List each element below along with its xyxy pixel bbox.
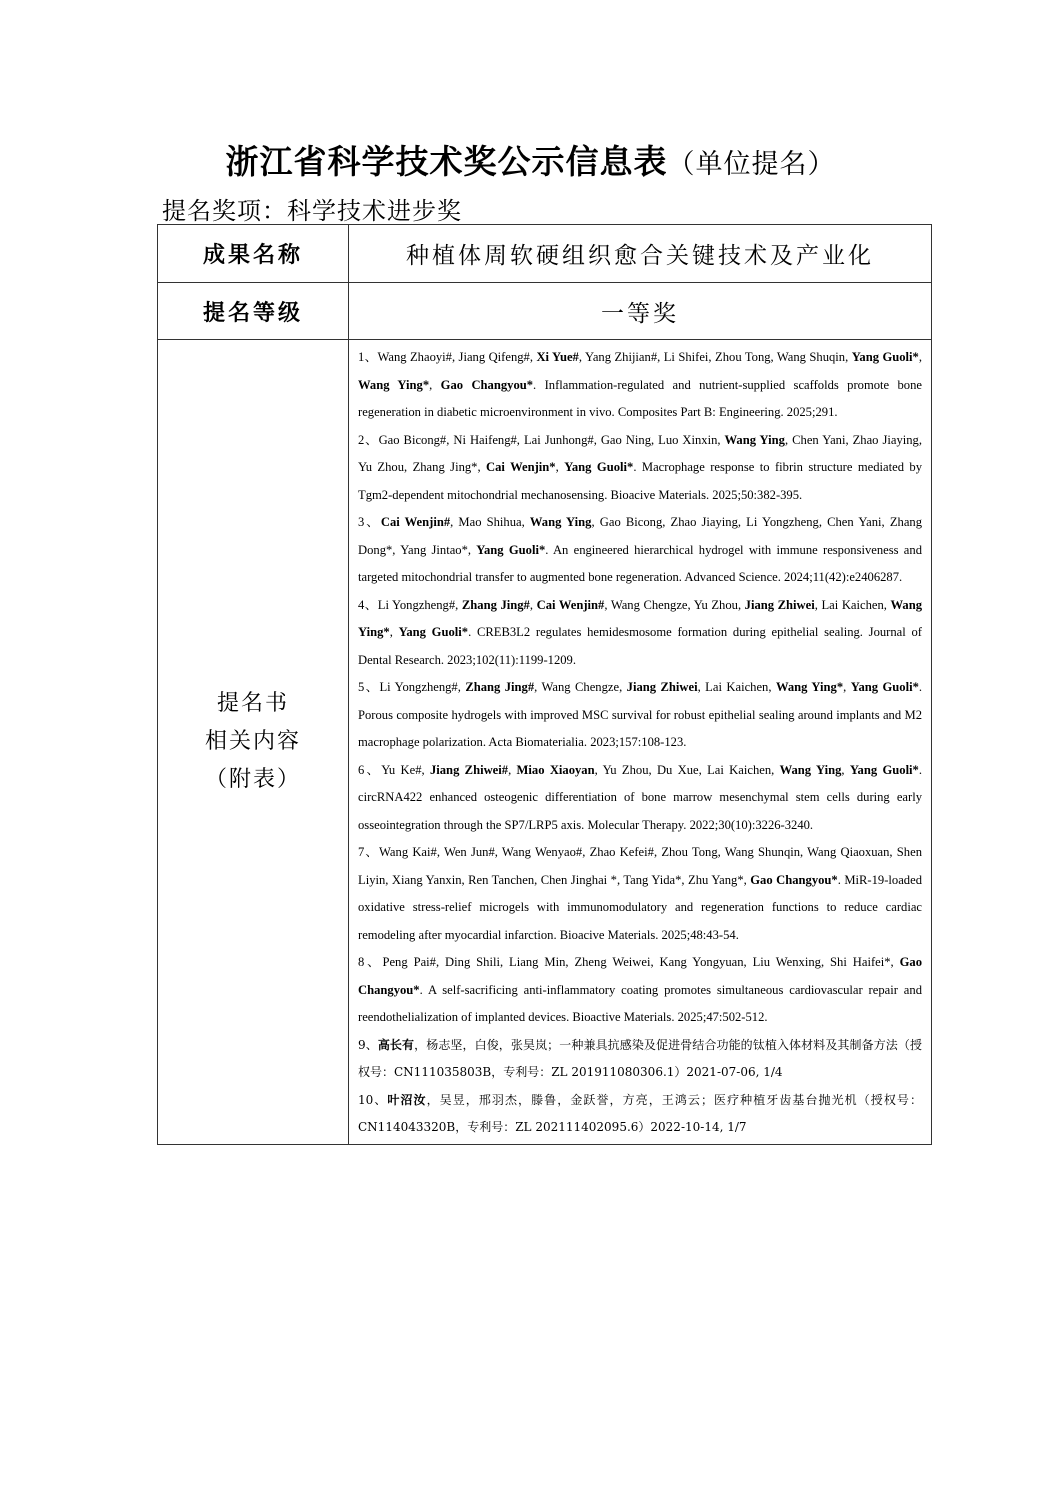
reference-text: , Mao Shihua, bbox=[450, 515, 530, 529]
reference-item bbox=[358, 757, 922, 840]
reference-text: , Wang Chengze, Yu Zhou, bbox=[604, 597, 745, 612]
reference-text: , Yang Zhijian#, Li Shifei, Zhou Tong, Wang Shuqin, bbox=[578, 350, 852, 364]
info-table bbox=[157, 224, 932, 1145]
reference-author-bold: Gao Changyou* bbox=[358, 955, 922, 997]
reference-author-bold: Wang Ying bbox=[529, 515, 592, 529]
reference-author-bold: Yang Guoli* bbox=[851, 350, 919, 364]
reference-item bbox=[358, 1087, 922, 1142]
reference-list bbox=[349, 340, 932, 1145]
reference-item bbox=[358, 1032, 922, 1087]
reference-text: . CREB3L2 regulates hemidesmosome formation during epithelial sealing. Journal of Dental Research. 2023;102(11):1199-1209. bbox=[358, 625, 922, 667]
reference-text: . A self-sacrificing anti-inflammatory coating promotes simultaneous cardiovascular repair and reendothelialization of implanted devices. Bioactive Materials. 2025;47:502-512. bbox=[358, 982, 922, 1024]
reference-item bbox=[358, 509, 922, 592]
reference-item bbox=[358, 592, 922, 675]
reference-author-bold: Gao Changyou* bbox=[750, 872, 838, 887]
reference-author-bold: 高长有 bbox=[377, 1037, 415, 1052]
page-title bbox=[0, 136, 1061, 183]
reference-text: , bbox=[389, 625, 399, 639]
award-type: 提名奖项：科学技术进步奖 bbox=[162, 197, 462, 225]
reference-text: ，吴昱，邢羽杰，滕鲁，金跃誉，方亮，王鸿云；医疗种植牙齿基台抛光机（授权号：CN114043320B，专利号：ZL 202111402095.6）2022-10-14, 1/7 bbox=[358, 1092, 922, 1134]
reference-text: , bbox=[843, 680, 851, 694]
reference-text: , Lai Kaichen, bbox=[814, 597, 891, 612]
reference-author-bold: Yang Guoli* bbox=[476, 542, 546, 557]
achievement-name: 种植体周软硬组织愈合关键技术及产业化 bbox=[349, 225, 932, 283]
reference-text: , bbox=[555, 460, 565, 474]
reference-author-bold: Cai Wenjin# bbox=[380, 515, 451, 529]
level-value: 一等奖 bbox=[349, 283, 932, 340]
content-label bbox=[158, 340, 349, 1145]
reference-text: . MiR-19-loaded oxidative stress-relief microgels with immunomodulatory and regeneration functions to reduce cardiac remodeling after myocardial infarction. Bioacive Materials. 2025;48:43-54. bbox=[358, 872, 922, 942]
content-label-line: （附表） bbox=[204, 766, 301, 792]
reference-author-bold: Zhang Jing# bbox=[461, 597, 530, 612]
reference-author-bold: 叶沼汝 bbox=[387, 1092, 427, 1107]
reference-text: . Macrophage response to fibrin structure mediated by Tgm2-dependent mitochondrial mechanosensing. Bioacive Materials. 2025;50:382-395. bbox=[358, 460, 923, 502]
reference-author-bold: Gao Changyou* bbox=[440, 377, 534, 392]
reference-text: 9、 bbox=[358, 1037, 378, 1052]
reference-author-bold: Yang Guoli* bbox=[398, 625, 469, 639]
reference-text: , bbox=[841, 762, 850, 777]
reference-text: 6、Yu Ke#, bbox=[358, 762, 430, 777]
reference-text: , bbox=[429, 377, 441, 392]
reference-text: . Inflammation-regulated and nutrient-supplied scaffolds promote bone regeneration in diabetic microenvironment in vivo. Composites Part B: Engineering. 2025;291. bbox=[358, 377, 922, 419]
reference-text: , Wang Chengze, bbox=[534, 680, 627, 694]
achievement-label: 成果名称 bbox=[158, 225, 349, 283]
reference-item bbox=[358, 674, 922, 757]
content-row bbox=[158, 340, 932, 1145]
reference-text: , Lai Kaichen, bbox=[697, 680, 776, 694]
level-label: 提名等级 bbox=[158, 283, 349, 340]
content-label-line: 相关内容 bbox=[204, 728, 301, 754]
level-row bbox=[158, 283, 932, 340]
reference-author-bold: Wang Ying bbox=[724, 432, 785, 447]
reference-text: , bbox=[529, 597, 537, 612]
reference-author-bold: Jiang Zhiwei bbox=[626, 680, 698, 694]
reference-author-bold: Wang Ying* bbox=[775, 680, 844, 694]
reference-text: . Porous composite hydrogels with improved MSC survival for robust epithelial sealing around implants and M2 macrophage polarization. Acta Biomaterialia. 2023;157:108-123. bbox=[358, 680, 923, 749]
reference-author-bold: Yang Guoli* bbox=[849, 762, 919, 777]
reference-item bbox=[358, 949, 922, 1032]
reference-text: 5、Li Yongzheng#, bbox=[358, 680, 466, 694]
achievement-row bbox=[158, 225, 932, 283]
reference-text: , bbox=[918, 350, 922, 364]
title-main: 浙江省科学技术奖公示信息表 bbox=[225, 142, 668, 181]
reference-text: 10、 bbox=[358, 1092, 388, 1107]
reference-author-bold: Wang Ying bbox=[779, 762, 842, 777]
reference-text: . An engineered hierarchical hydrogel with immune responsiveness and targeted mitochondrial transfer to augmented bone regeneration. Advanced Science. 2024;11(42):e2406287. bbox=[358, 542, 922, 584]
reference-author-bold: Yang Guoli* bbox=[564, 460, 634, 474]
reference-author-bold: Jiang Zhiwei bbox=[744, 597, 815, 612]
reference-item bbox=[358, 839, 922, 949]
content-label-line: 提名书 bbox=[216, 690, 289, 716]
reference-text: 3、 bbox=[358, 515, 381, 529]
reference-author-bold: Xi Yue# bbox=[536, 350, 579, 364]
reference-author-bold: Yang Guoli* bbox=[850, 680, 919, 694]
reference-author-bold: Zhang Jing# bbox=[465, 680, 535, 694]
reference-item bbox=[358, 344, 922, 427]
reference-author-bold: Cai Wenjin# bbox=[536, 597, 605, 612]
reference-text: ，杨志坚，白俊，张昊岚；一种兼具抗感染及促进骨结合功能的钛植入体材料及其制备方法（授权号：CN111035803B，专利号：ZL 201911080306.1）2021-07-06, 1/4 bbox=[358, 1037, 922, 1079]
reference-text: , Yu Zhou, Du Xue, Lai Kaichen, bbox=[594, 762, 780, 777]
reference-author-bold: Jiang Zhiwei# bbox=[429, 762, 509, 777]
reference-author-bold: Wang Ying* bbox=[358, 597, 923, 639]
reference-text: 4、Li Yongzheng#, bbox=[358, 597, 462, 612]
reference-text: 7、Wang Kai#, Wen Jun#, Wang Wenyao#, Zhao Kefei#, Zhou Tong, Wang Shunqin, Wang Qiaoxuan, Shen Liyin, Xiang Yanxin, Ren Tanchen, Chen Jinghai *, Tang Yida*, Zhu Yang*, bbox=[358, 845, 922, 887]
title-suffix: （单位提名） bbox=[667, 149, 836, 180]
reference-author-bold: Miao Xiaoyan bbox=[516, 762, 595, 777]
reference-text: 1、Wang Zhaoyi#, Jiang Qifeng#, bbox=[358, 350, 537, 364]
reference-text: . circRNA422 enhanced osteogenic differentiation of bone marrow mesenchymal stem cells during early osseointegration through the SP7/LRP5 axis. Molecular Therapy. 2022;30(10):3226-3240. bbox=[358, 762, 923, 832]
reference-author-bold: Cai Wenjin* bbox=[486, 460, 556, 474]
reference-item bbox=[358, 427, 922, 510]
reference-author-bold: Wang Ying* bbox=[358, 377, 430, 392]
reference-text: 8、Peng Pai#, Ding Shili, Liang Min, Zheng Weiwei, Kang Yongyuan, Liu Wenxing, Shi Haifei*, bbox=[358, 955, 900, 969]
reference-text: , Chen Yani, Zhao Jiaying, Yu Zhou, Zhang Jing*, bbox=[358, 432, 922, 474]
reference-text: 2、Gao Bicong#, Ni Haifeng#, Lai Junhong#, Gao Ning, Luo Xinxin, bbox=[358, 432, 725, 447]
reference-text: , Gao Bicong, Zhao Jiaying, Li Yongzheng, Chen Yani, Zhang Dong*, Yang Jintao*, bbox=[358, 515, 923, 557]
reference-text: , bbox=[508, 762, 517, 777]
